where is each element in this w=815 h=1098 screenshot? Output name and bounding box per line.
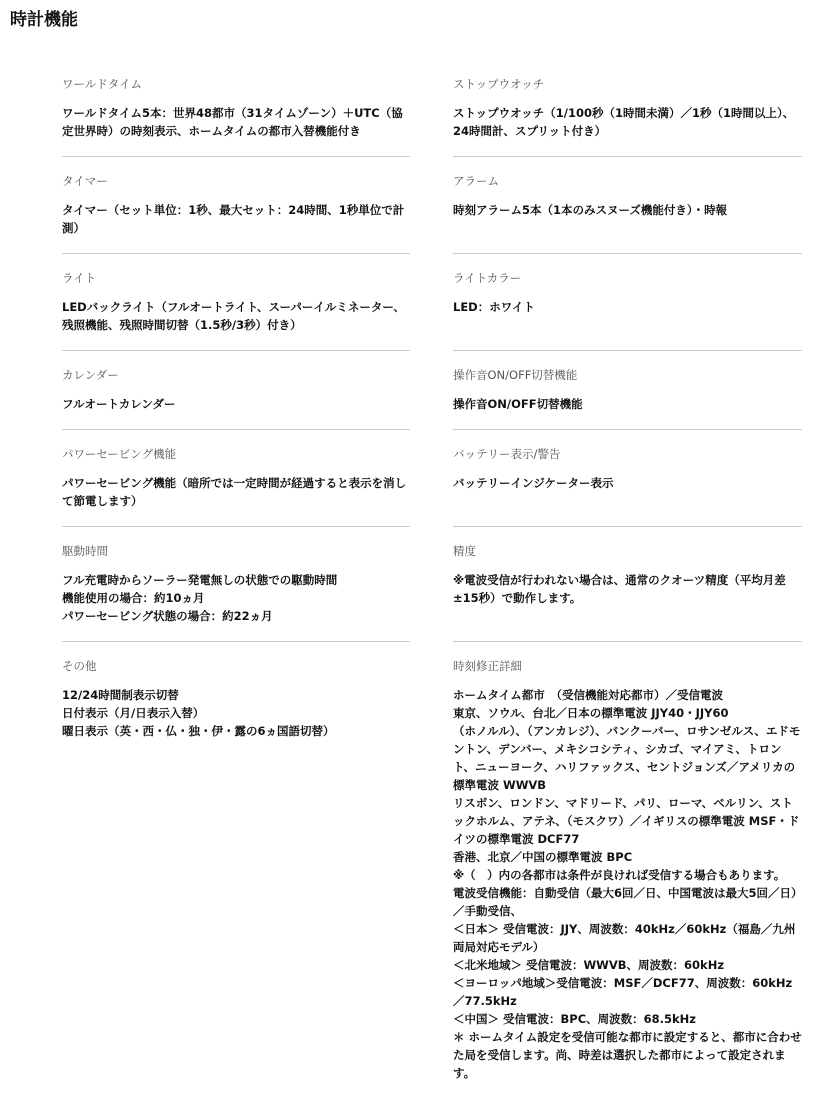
page-title: 時計機能 <box>10 10 78 30</box>
spec-label: ライトカラー <box>453 271 522 285</box>
spec-item <box>62 157 410 254</box>
spec-label: タイマー <box>62 174 108 188</box>
spec-item <box>62 430 410 527</box>
spec-value: 12/24時間制表示切替 日付表示（月/日表示入替） 曜日表示（英・西・仏・独・伊・露の6ヵ国語切替） <box>62 688 335 738</box>
spec-value: ※電波受信が行われない場合は、通常のクオーツ精度（平均月差±15秒）で動作します。 <box>453 573 786 605</box>
spec-value: ストップウオッチ（1/100秒（1時間未満）／1秒（1時間以上）、24時間計、スプリット付き） <box>453 106 795 138</box>
spec-value: 操作音ON/OFF切替機能 <box>453 397 583 411</box>
spec-value: バッテリーインジケーター表示 <box>453 476 614 490</box>
spec-label: 時刻修正詳細 <box>453 659 522 673</box>
spec-value: タイマー（セット単位：1秒、最大セット：24時間、1秒単位で計測） <box>62 203 405 235</box>
spec-item <box>453 157 802 254</box>
spec-item <box>453 527 802 642</box>
spec-label: その他 <box>62 659 97 673</box>
spec-item <box>453 642 802 1098</box>
spec-item <box>62 60 410 157</box>
spec-value: パワーセービング機能（暗所では一定時間が経過すると表示を消して節電します） <box>62 476 407 508</box>
spec-value: LEDバックライト（フルオートライト、スーパーイルミネーター、残照機能、残照時間切替（1.5秒/3秒）付き） <box>62 300 405 332</box>
spec-value: ワールドタイム5本：世界48都市（31タイムゾーン）＋UTC（協定世界時）の時刻表示、ホームタイムの都市入替機能付き <box>62 106 403 138</box>
spec-item <box>453 351 802 430</box>
spec-item <box>453 60 802 157</box>
spec-label: パワーセービング機能 <box>62 447 177 461</box>
spec-label: カレンダー <box>62 368 119 382</box>
spec-label: アラーム <box>453 174 499 188</box>
spec-value: フル充電時からソーラー発電無しの状態での駆動時間 機能使用の場合：約10ヵ月 パワーセービング状態の場合：約22ヵ月 <box>62 573 338 623</box>
spec-label: ストップウオッチ <box>453 77 545 91</box>
spec-value: LED：ホワイト <box>453 300 535 314</box>
spec-label: ライト <box>62 271 97 285</box>
spec-item <box>62 527 410 642</box>
spec-label: 精度 <box>453 544 476 558</box>
spec-table <box>62 60 802 1098</box>
spec-value: 時刻アラーム5本（1本のみスヌーズ機能付き）・時報 <box>453 203 728 217</box>
spec-item <box>62 351 410 430</box>
spec-value: フルオートカレンダー <box>62 397 176 411</box>
spec-label: ワールドタイム <box>62 77 143 91</box>
spec-label: バッテリー表示/警告 <box>453 447 561 461</box>
spec-item <box>62 254 410 351</box>
spec-item <box>453 254 802 351</box>
spec-value: ホームタイム都市 （受信機能対応都市）／受信電波 東京、ソウル、台北／日本の標準電波 JJY40・JJY60 （ホノルル）、（アンカレジ）、バンクーバー、ロサンゼルス、エドモントン、デンバー、メキシコシティ、シカゴ、マイアミ、トロント、ニューヨーク、ハリファックス、セントジョンズ／アメリカの標準電波 WWVB リスボン、ロンドン、マドリード、パリ、ローマ、ベルリン、ストックホルム、アテネ、（モスクワ）／イギリスの標準電波 MSF・ドイツの標準電波 DCF77 香港、北京／中国の標準電波 BPC ※（ ）内の各都市は条件が良ければ受信する場合もあります。 電波受信機能：自動受信（最大6回／日、中国電波は最大5回／日）／手動受信、 ＜日本＞ 受信電波：JJY、周波数：40kHz／60kHz（福島／九州両局対応モデル） ＜北米地域＞ 受信電波：WWVB、周波数：60kHz ＜ヨーロッパ地域＞受信電波：MSF／DCF77、周波数：60kHz／77.5kHz ＜中国＞ 受信電波：BPC、周波数：68.5kHz ＊ ホームタイム設定を受信可能な都市に設定すると、都市に合わせた局を受信します。尚、時差は選択した都市によって設定されます。 <box>453 688 802 1080</box>
spec-label: 駆動時間 <box>62 544 108 558</box>
spec-item <box>453 430 802 527</box>
spec-item <box>62 642 410 1098</box>
spec-label: 操作音ON/OFF切替機能 <box>453 368 578 382</box>
